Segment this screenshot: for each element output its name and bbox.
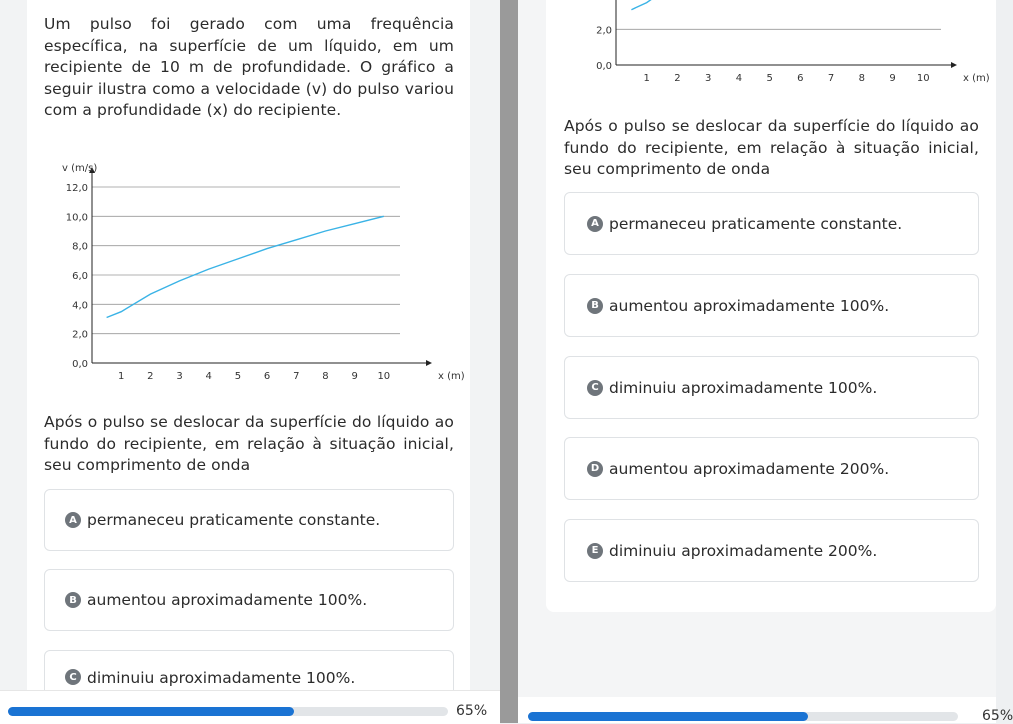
x-tick-label: 5 [234,371,242,382]
x-tick-label: 10 [377,371,391,382]
option-b[interactable] [44,569,454,631]
x-axis-arrow-cropped [951,62,957,68]
right-screenshot [518,0,1013,724]
x-axis-label-cropped: x (m) [963,73,990,84]
x-tick-label: 7 [293,371,300,382]
option-letter-c: C [65,669,81,685]
progress-percent-right: 65% [982,708,1013,724]
option-text-c: diminuiu aproximadamente 100%. [87,669,356,687]
option-e-right[interactable] [564,519,979,582]
progress-fill-right [528,712,808,721]
progress-percent-left: 65% [456,703,488,719]
x-tick-label-cropped: 2 [674,73,681,84]
option-b-right[interactable] [564,274,979,337]
progress-strip-right [518,697,1013,724]
right-gutter [470,0,500,690]
progress-bar-right [528,712,958,721]
option-text-e-right: diminuiu aproximadamente 200%. [609,541,878,560]
series-line-cropped [631,0,923,10]
y-tick-label-cropped: 0,0 [596,61,612,72]
question-prompt: Após o pulso se deslocar da superfície do líquido ao fundo do recipiente, em relação à situação inicial, seu comprimento de onda [44,413,454,474]
option-letter-b-right: B [587,298,603,314]
chart-svg [40,145,465,390]
progress-bar-left [8,707,448,716]
x-tick-label-cropped: 9 [889,73,896,84]
option-letter-c-right: C [587,380,603,396]
x-axis-arrow [426,360,432,366]
question-intro: Um pulso foi gerado com uma frequência específica, na superfície de um líquido, em um recipiente de 10 m de profundidade. O gráfico a seguir ilustra como a velocidade (v) do pulso variou com a profundidade (x) do recipiente. [44,15,454,119]
progress-fill-left [8,707,294,716]
chart-svg-cropped [556,0,996,90]
x-tick-label: 9 [351,371,358,382]
option-text-a-right: permaneceu praticamente constante. [609,214,903,233]
series-line [107,216,384,317]
left-gutter [0,0,27,690]
y-tick-label: 8,0 [72,241,88,253]
option-letter-b: B [65,592,81,608]
option-letter-a: A [65,512,81,528]
x-tick-label-cropped: 8 [858,73,866,84]
velocity-chart-cropped [556,0,996,90]
option-text-a: permaneceu praticamente constante. [87,511,381,529]
progress-strip-left [0,690,500,724]
x-tick-label: 1 [117,371,125,382]
y-tick-label-cropped [596,0,612,1]
x-tick-label-cropped: 3 [704,73,712,84]
option-letter-a-right: A [587,216,603,232]
x-tick-label: 4 [205,371,212,382]
y-axis-label: v (m/s) [62,163,98,174]
x-tick-label-cropped: 5 [766,73,773,84]
left-screenshot [0,0,500,723]
y-tick-label: 4,0 [72,300,88,312]
option-d-right[interactable] [564,437,979,500]
option-text-b: aumentou aproximadamente 100%. [87,591,368,609]
option-a[interactable] [44,489,454,551]
option-text-b-right: aumentou aproximadamente 100%. [609,296,890,315]
option-a-right[interactable] [564,192,979,255]
x-tick-label: 2 [147,371,154,382]
x-tick-label-cropped: 4 [735,73,743,84]
x-tick-label: 3 [176,371,183,382]
y-tick-label: 0,0 [72,359,88,370]
x-tick-label-cropped: 6 [797,73,804,84]
option-letter-e-right: E [587,543,603,559]
option-c-right[interactable] [564,356,979,419]
option-text-c-right: diminuiu aproximadamente 100%. [609,378,878,397]
screenshot-divider [500,0,518,723]
x-tick-label-cropped: 10 [916,73,930,84]
y-tick-label-cropped: 2,0 [596,25,612,37]
y-tick-label: 12,0 [65,183,88,194]
y-tick-label: 6,0 [72,271,88,282]
velocity-chart [40,145,465,390]
y-tick-label: 2,0 [72,329,88,341]
y-tick-label: 10,0 [65,212,88,224]
x-tick-label: 6 [263,371,271,382]
x-axis-label: x (m) [438,371,465,382]
x-tick-label-cropped: 7 [827,73,835,84]
x-tick-label-cropped: 1 [643,73,650,84]
option-text-d-right: aumentou aproximadamente 200%. [609,459,890,478]
option-letter-d-right: D [587,461,603,477]
x-tick-label: 8 [322,371,329,382]
question-prompt-right: Após o pulso se deslocar da superfície do líquido ao fundo do recipiente, em relação à situação inicial, seu comprimento de onda [564,117,979,178]
